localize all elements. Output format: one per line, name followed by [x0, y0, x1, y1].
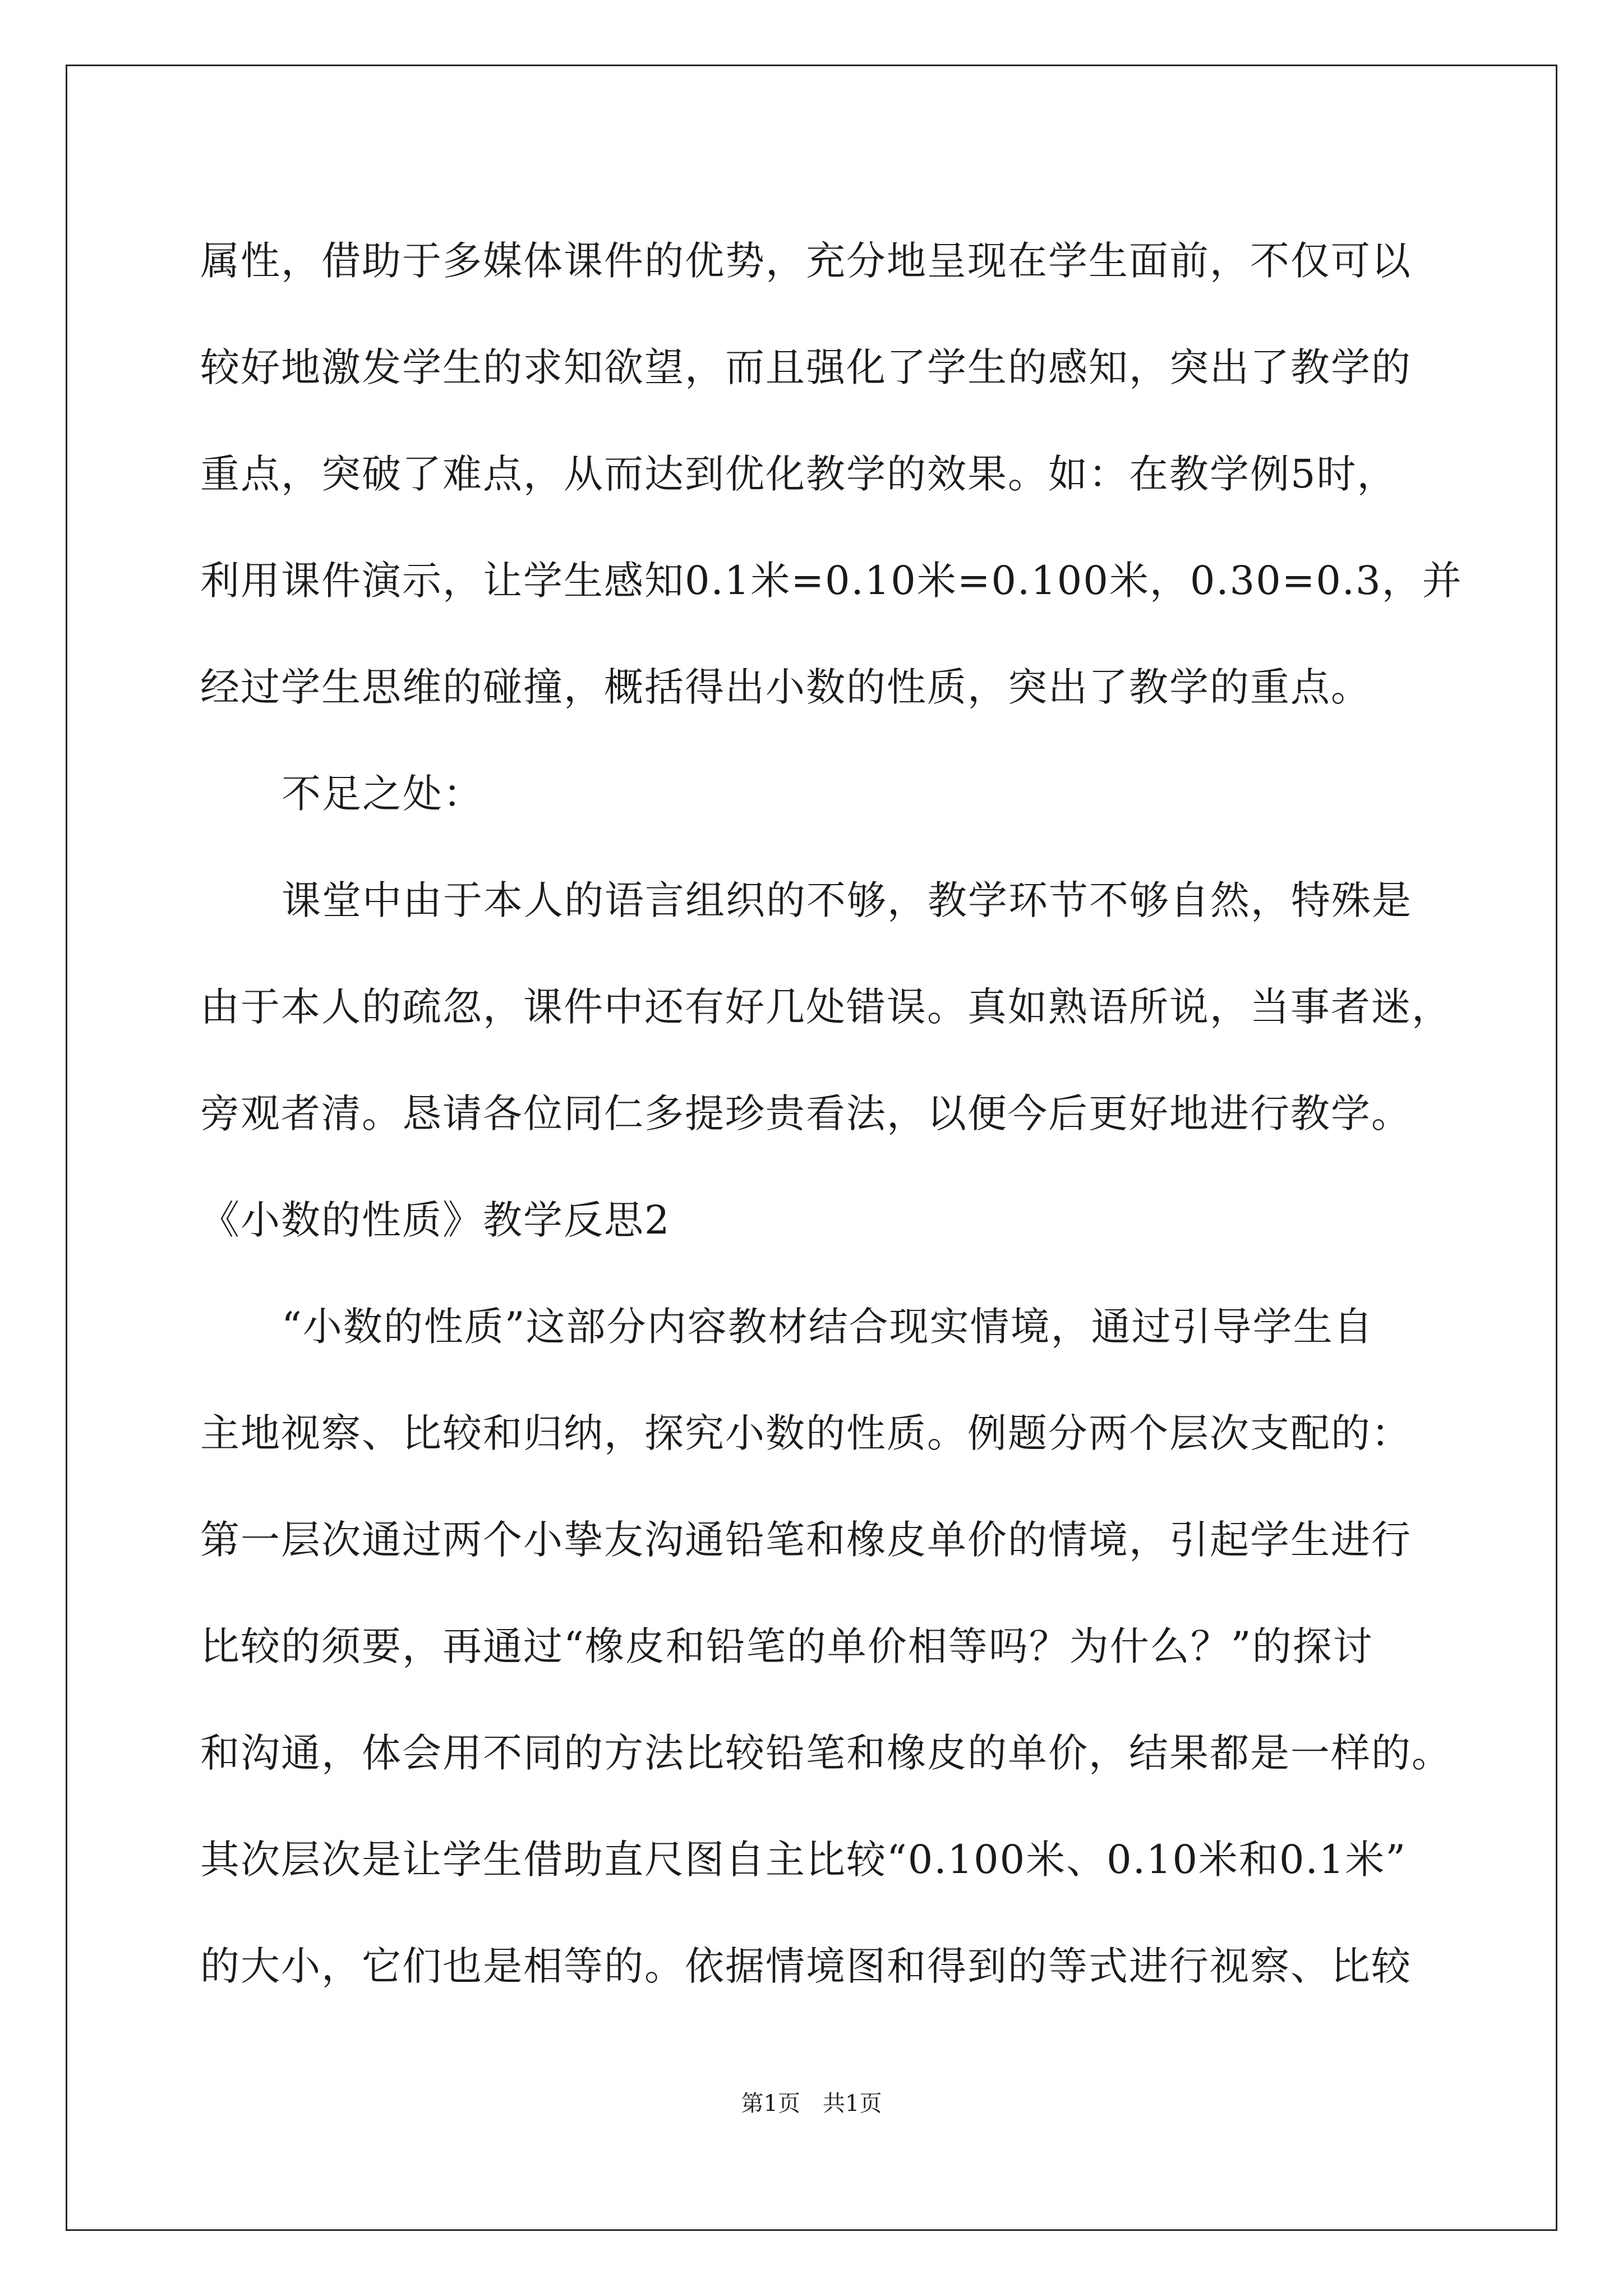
paragraph-line: 比较的须要，再通过“橡皮和铅笔的单价相等吗？为什么？”的探讨 — [200, 1623, 1373, 1669]
paragraph-line: 由于本人的疏忽，课件中还有好几处错误。真如熟语所说，当事者迷， — [200, 984, 1452, 1030]
paragraph-line: 第一层次通过两个小挚友沟通铅笔和橡皮单价的情境，引起学生进行 — [200, 1517, 1412, 1563]
document-body — [200, 208, 1463, 2019]
section-heading: 《小数的性质》教学反思2 — [200, 1197, 671, 1243]
paragraph-line: 和沟通，体会用不同的方法比较铅笔和橡皮的单价，结果都是一样的。 — [200, 1730, 1452, 1776]
paragraph-line: 主地视察、比较和归纳，探究小数的性质。例题分两个层次支配的： — [200, 1410, 1412, 1456]
paragraph-line: 其次层次是让学生借助直尺图自主比较“0.100米、0.10米和0.1米” — [200, 1837, 1407, 1883]
paragraph-line: 旁观者清。恳请各位同仁多提珍贵看法，以便今后更好地进行教学。 — [200, 1091, 1412, 1137]
paragraph-line: 较好地激发学生的求知欲望，而且强化了学生的感知，突出了教学的 — [200, 344, 1412, 390]
paragraph-line: 的大小，它们也是相等的。依据情境图和得到的等式进行视察、比较 — [200, 1943, 1412, 1989]
paragraph-line: 课堂中由于本人的语言组织的不够，教学环节不够自然，特殊是 — [282, 877, 1412, 923]
paragraph-line: 利用课件演示，让学生感知0.1米=0.10米=0.100米，0.30=0.3，并 — [200, 558, 1463, 604]
section-label-shortcomings: 不足之处： — [282, 771, 483, 817]
paragraph-line: 重点，突破了难点，从而达到优化教学的效果。如：在教学例5时， — [200, 451, 1398, 497]
paragraph-line: 属性，借助于多媒体课件的优势，充分地呈现在学生面前，不仅可以 — [200, 238, 1412, 284]
page-footer: 第1页 共1页 — [741, 2091, 882, 2116]
paragraph-line: “小数的性质”这部分内容教材结合现实情境，通过引导学生自 — [282, 1304, 1374, 1350]
paragraph-line: 经过学生思维的碰撞，概括得出小数的性质，突出了教学的重点。 — [200, 664, 1371, 710]
